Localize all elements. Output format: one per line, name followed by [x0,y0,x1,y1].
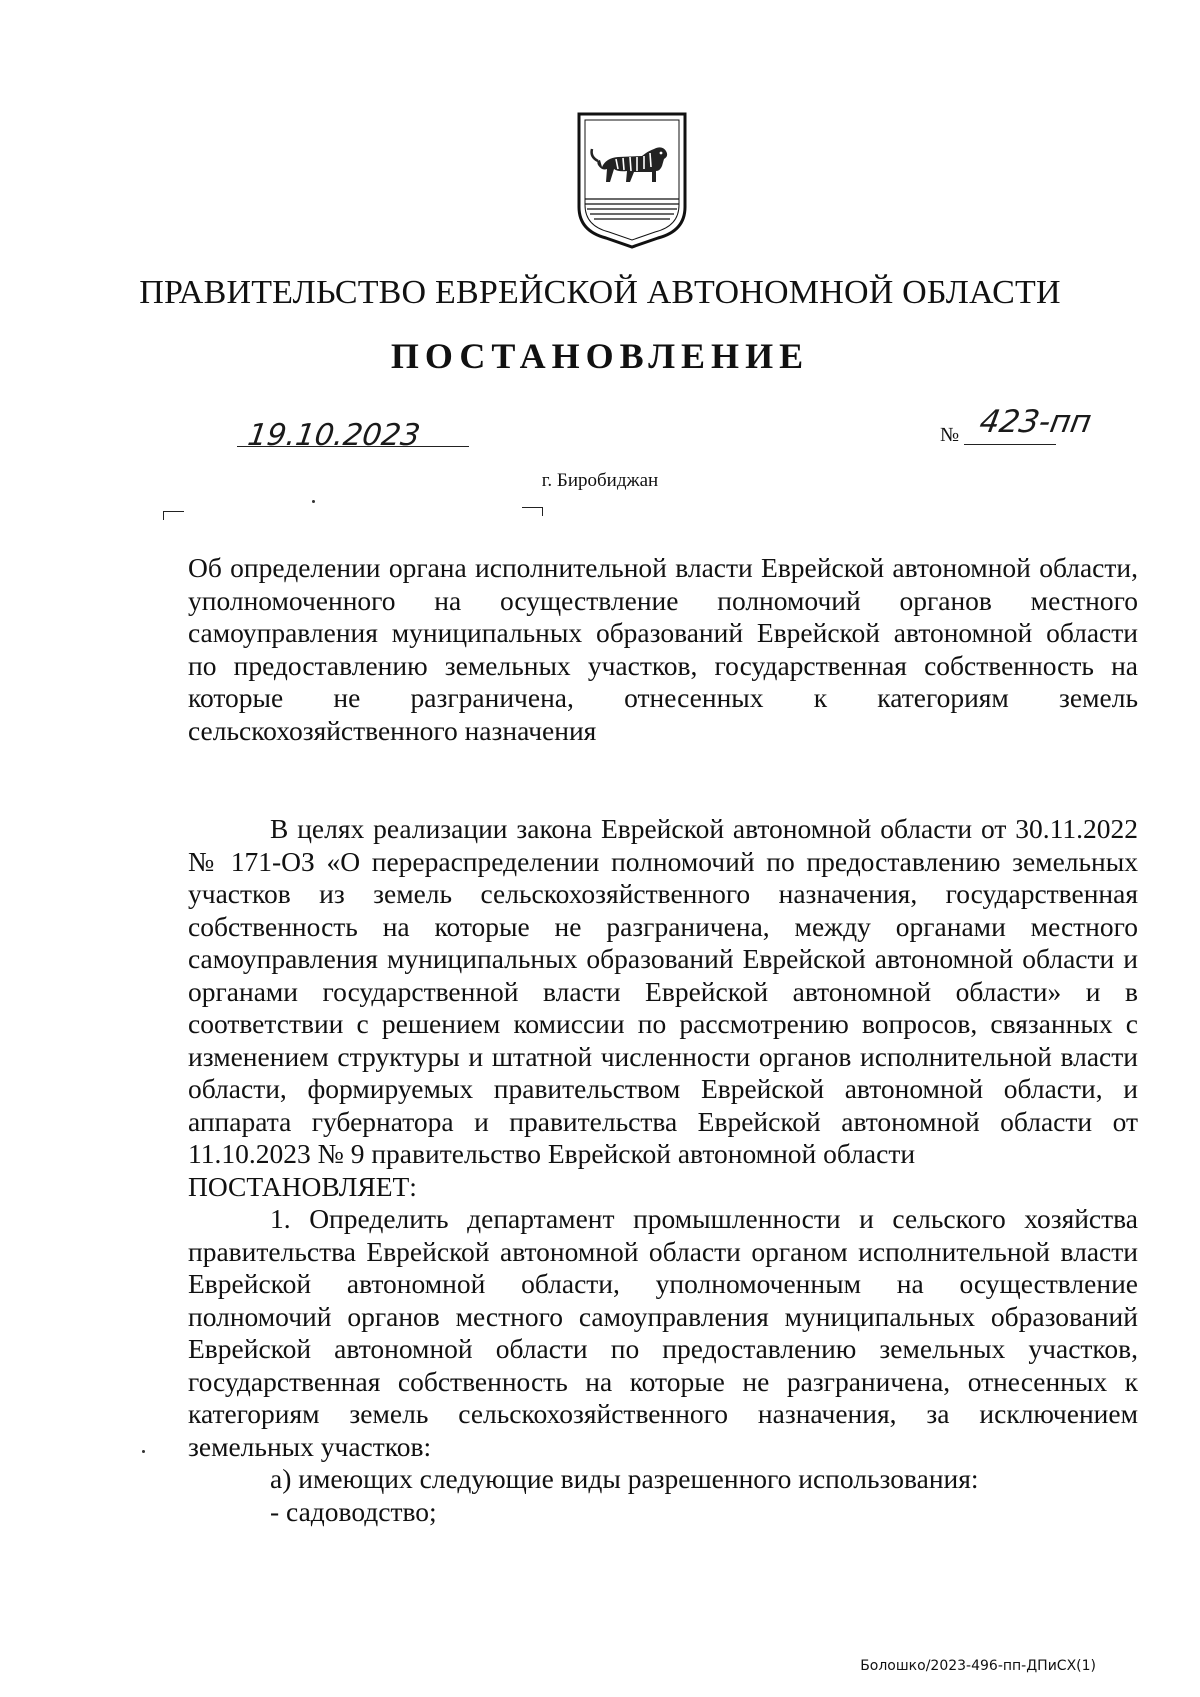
document-subject: Об определении органа исполнительной власти Еврейской автономной области, уполномоченного на осуществление полномочий органов местного самоуправления муниципальных образований Еврейской автономной области по предоставлению земельных участков, государственная собственность на которые не разграничена, отнесенных к категориям земель сельскохозяйственного назначения [188,552,1138,746]
document-body [188,813,1138,1528]
document-number: 423-пп [976,404,1095,440]
number-underline [964,444,1056,445]
item-1a-list-entry: - садоводство; [270,1495,437,1527]
subject-corner-left [163,511,184,520]
city-label: г. Биробиджан [541,470,659,491]
document-type-title: ПОСТАНОВЛЕНИЕ [390,336,810,376]
government-title: ПРАВИТЕЛЬСТВО ЕВРЕЙСКОЙ АВТОНОМНОЙ ОБЛАСТИ [139,274,1061,311]
item-1a-paragraph: а) имеющих следующие виды разрешенного использования: [270,1463,979,1494]
date-underline [237,446,469,447]
tiger-coat-of-arms-icon [576,111,688,251]
scan-dot [142,1450,145,1453]
resolves-heading: ПОСТАНОВЛЯЕТ: [188,1170,417,1202]
scan-dot [312,500,315,503]
item-1-paragraph: 1. Определить департамент промышленности и сельского хозяйства правительства Еврейской автономной области органом исполнительной власти Еврейской автономной области, уполномоченным на осуществление полномочий органов местного самоуправления муниципальных образований Еврейской автономной области по предоставлению земельных участков, государственная собственность на которые не разграничена, отнесенных к категориям земель сельскохозяйственного назначения, за исключением земельных участков: [188,1203,1138,1462]
subject-corner-right [522,507,543,516]
document-date: 19.10.2023 [245,418,423,453]
document-reference-footer: Болошко/2023-496-пп-ДПиСХ(1) [860,1658,1096,1674]
preamble-paragraph: В целях реализации закона Еврейской автономной области от 30.11.2022 № 171-ОЗ «О перераспределении полномочий по предоставлению земельных участков из земель сельскохозяйственного назначения, государственная собственность на которые не разграничена, между органами местного самоуправления муниципальных образований Еврейской автономной области и органами государственной власти Еврейской автономной области» и в соответствии с решением комиссии по рассмотрению вопросов, связанных с изменением структуры и штатной численности органов исполнительной власти области, формируемых правительством Еврейской автономной области, и аппарата губернатора и правительства Еврейской автономной области от 11.10.2023 № 9 правительство Еврейской автономной области [188,813,1138,1169]
number-sign: № [940,424,960,446]
